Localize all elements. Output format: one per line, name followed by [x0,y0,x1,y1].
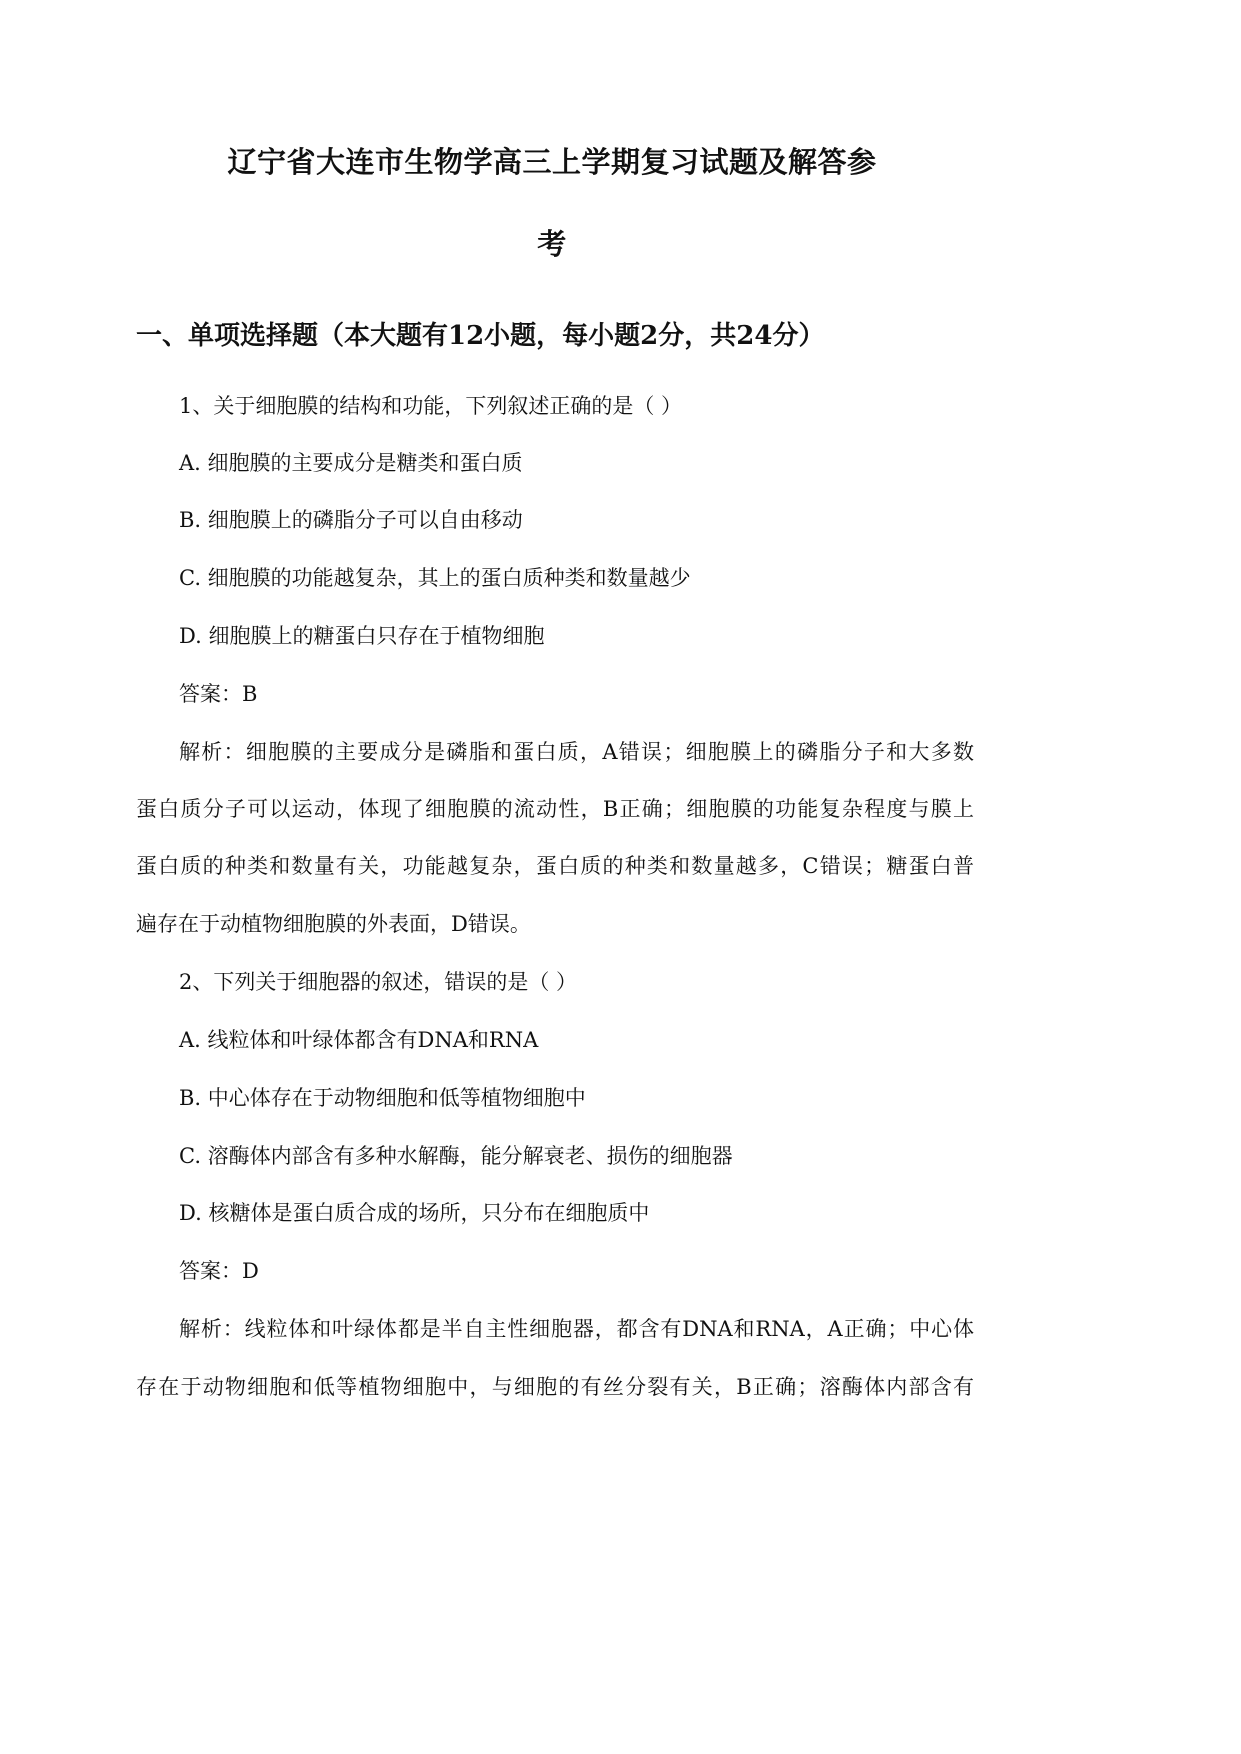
question-1-option-a: A. 细胞膜的主要成分是糖类和蛋白质 [179,451,523,475]
question-2-option-d: D. 核糖体是蛋白质合成的场所，只分布在细胞质中 [179,1201,650,1225]
question-1-answer: 答案：B [179,682,258,706]
question-1-explanation-line-1: 解析：细胞膜的主要成分是磷脂和蛋白质，A错误；细胞膜上的磷脂分子和大多数 [179,740,974,764]
section-heading: 一、单项选择题（本大题有12小题，每小题2分，共24分） [136,321,825,351]
question-2-answer: 答案：D [179,1259,259,1283]
question-2-option-c: C. 溶酶体内部含有多种水解酶，能分解衰老、损伤的细胞器 [179,1144,733,1168]
question-1-option-b: B. 细胞膜上的磷脂分子可以自由移动 [179,508,523,532]
document-title-line-1: 辽宁省大连市生物学高三上学期复习试题及解答参 [227,145,877,179]
question-2-explanation-line-1: 解析：线粒体和叶绿体都是半自主性细胞器，都含有DNA和RNA，A正确；中心体 [179,1317,974,1341]
question-1-option-d: D. 细胞膜上的糖蛋白只存在于植物细胞 [179,624,545,648]
question-1-explanation-line-3: 蛋白质的种类和数量有关，功能越复杂，蛋白质的种类和数量越多，C错误；糖蛋白普 [136,854,974,878]
question-2-stem: 2、下列关于细胞器的叙述，错误的是（ ） [179,970,578,994]
question-1-stem: 1、关于细胞膜的结构和功能，下列叙述正确的是（ ） [179,394,683,418]
question-2-option-b: B. 中心体存在于动物细胞和低等植物细胞中 [179,1086,586,1110]
question-2-option-a: A. 线粒体和叶绿体都含有DNA和RNA [179,1028,539,1052]
question-1-explanation-line-4: 遍存在于动植物细胞膜的外表面，D错误。 [136,912,531,936]
question-2-explanation-line-2: 存在于动物细胞和低等植物细胞中，与细胞的有丝分裂有关，B正确；溶酶体内部含有 [136,1375,974,1399]
question-1-explanation-line-2: 蛋白质分子可以运动，体现了细胞膜的流动性，B正确；细胞膜的功能复杂程度与膜上 [136,797,974,821]
question-1-option-c: C. 细胞膜的功能越复杂，其上的蛋白质种类和数量越少 [179,566,691,590]
document-title-line-2: 考 [537,227,567,261]
